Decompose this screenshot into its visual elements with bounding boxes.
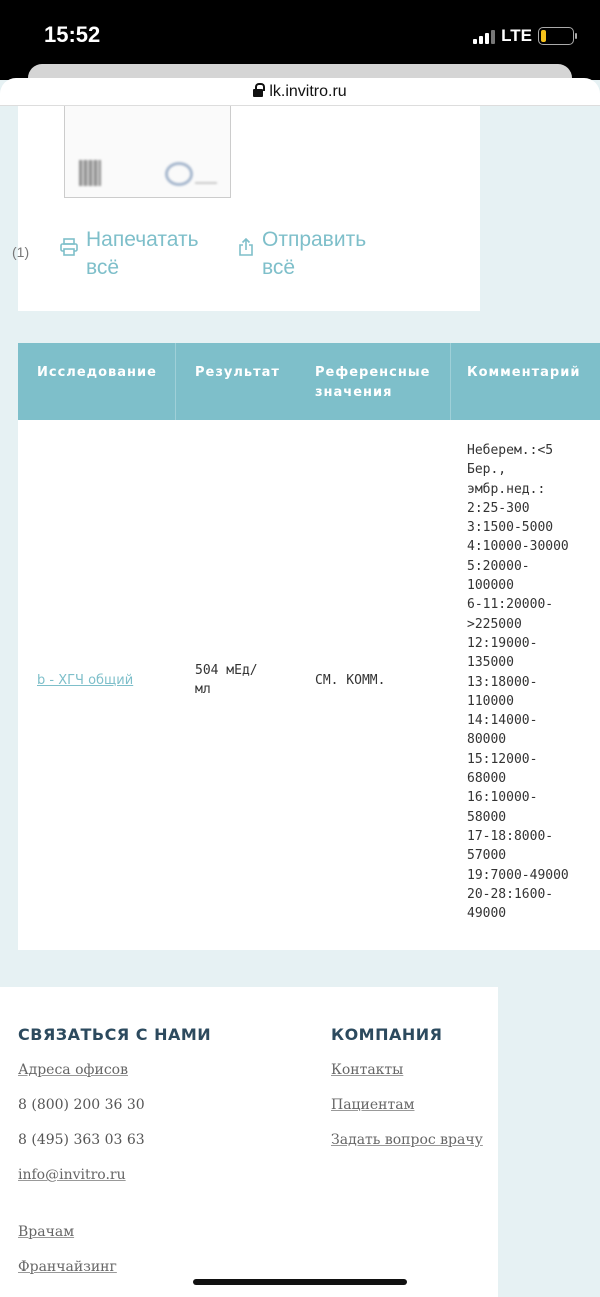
contacts-link[interactable]: Контакты — [331, 1062, 404, 1078]
header-comment: Комментарий — [467, 365, 581, 380]
address-bar[interactable] — [0, 78, 600, 106]
result-value: 504 мЕд/ мл — [195, 663, 258, 698]
signature-icon — [195, 166, 217, 184]
footer — [0, 987, 498, 1297]
battery-icon — [538, 27, 574, 45]
share-icon — [238, 238, 254, 256]
url-text: lk.invitro.ru — [269, 82, 347, 100]
doctors-link[interactable]: Врачам — [18, 1224, 75, 1240]
results-table — [18, 343, 600, 950]
send-all-button[interactable] — [238, 226, 366, 282]
status-time: 15:52 — [44, 22, 101, 47]
header-reference: Референсные значения — [315, 365, 431, 400]
franchise-link[interactable]: Франчайзинг — [18, 1259, 117, 1275]
home-indicator[interactable] — [193, 1279, 407, 1285]
patients-link[interactable]: Пациентам — [331, 1097, 415, 1113]
phone-1[interactable]: 8 (800) 200 36 30 — [18, 1097, 145, 1113]
document-count: (1) — [12, 244, 30, 260]
printer-icon — [60, 238, 78, 256]
print-all-label: Напечатать всё — [86, 228, 199, 279]
network-type: LTE — [501, 26, 532, 45]
reference-value: СМ. КОММ. — [315, 673, 386, 688]
lock-icon — [253, 87, 263, 99]
comment-text: Неберем.:<5 Бер., эмбр.нед.: 2:25-300 3:1500-5000 4:10000-30000 5:20000- 100000 6-11:20000- >225000 12:19000- 135000 13:18000- 110000 14:14000- 80000 15:12000- 68000 16:10000- 58000 17-18:8000- 57000 19:7000-49000 20-28:1600- 49000 — [467, 443, 569, 922]
contact-heading: СВЯЗАТЬСЯ С НАМИ — [18, 1025, 212, 1044]
print-all-button[interactable] — [60, 226, 199, 282]
qr-code-icon — [79, 160, 101, 186]
table-header — [18, 343, 600, 420]
phone-2[interactable]: 8 (495) 363 03 63 — [18, 1132, 145, 1148]
stamp-icon — [165, 162, 193, 186]
send-all-label: Отправить всё — [262, 228, 367, 279]
company-heading: КОМПАНИЯ — [331, 1025, 443, 1044]
document-thumbnail[interactable] — [64, 106, 231, 198]
email-link[interactable]: info@invitro.ru — [18, 1167, 126, 1183]
header-test: Исследование — [37, 365, 157, 380]
header-result: Результат — [195, 365, 280, 380]
signal-icon — [473, 28, 495, 44]
offices-link[interactable]: Адреса офисов — [18, 1062, 128, 1078]
test-name-link[interactable]: b - ХГЧ общий — [37, 673, 134, 688]
ask-doctor-link[interactable]: Задать вопрос врачу — [331, 1132, 483, 1148]
